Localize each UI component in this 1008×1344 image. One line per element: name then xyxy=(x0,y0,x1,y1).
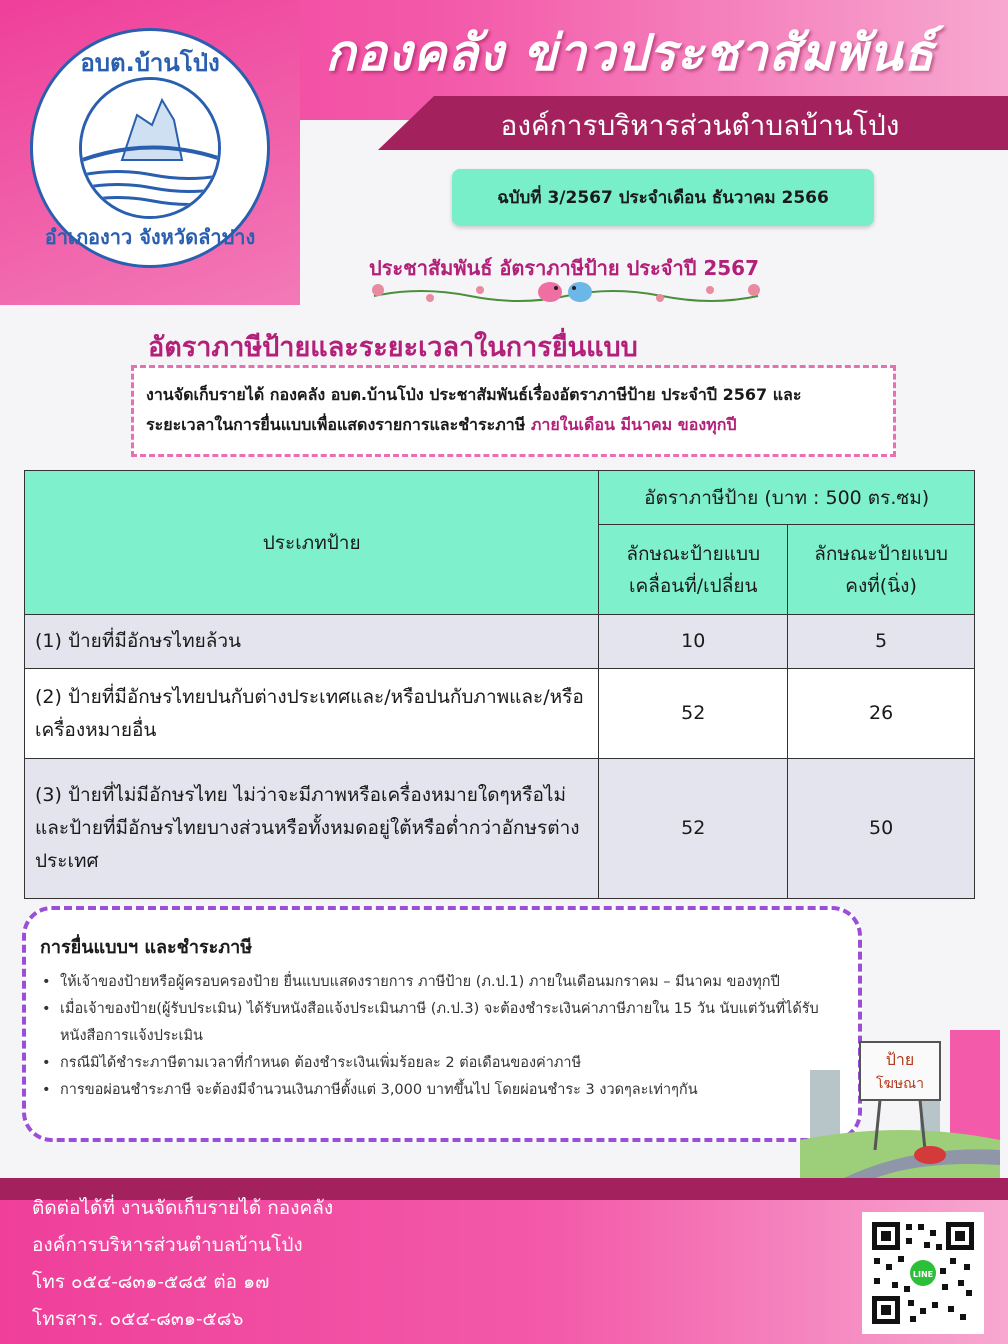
list-item: • การขอผ่อนชำระภาษี จะต้องมีจำนวนเงินภาษีตั้งแต่ 3,000 บาทขึ้นไป โดยผ่อนชำระ 3 งวดๆละเท่าๆกัน xyxy=(40,1077,842,1104)
table-row xyxy=(25,759,975,899)
table-row xyxy=(25,615,975,669)
list-item: • เมื่อเจ้าของป้าย(ผู้รับประเมิน) ได้รับหนังสือแจ้งประเมินภาษี (ภ.ป.3) จะต้องชำระเงินค่าภาษีภายใน 15 วัน นับแต่วันที่ได้รับหนังสือการแจ้งประเมิน xyxy=(40,996,842,1050)
row-type: (1) ป้ายที่มีอักษรไทยล้วน xyxy=(25,615,599,669)
billboard-line-1: ป้าย xyxy=(885,1052,915,1069)
issue-label: ฉบับที่ 3/2567 ประจำเดือน ธันวาคม 2566 xyxy=(452,169,874,226)
logo-emblem xyxy=(79,77,221,219)
list-item: • ให้เจ้าของป้ายหรือผู้ครอบครองป้าย ยื่นแบบแสดงรายการ ภาษีป้าย (ภ.ป.1) ภายในเดือนมกราคม – มีนาคม ของทุกปี xyxy=(40,969,842,996)
billboard-illustration xyxy=(800,1030,1000,1180)
row-fixed-rate: 50 xyxy=(788,759,975,899)
filing-title: การยื่นแบบฯ และชำระภาษี xyxy=(40,937,253,958)
footer-phone-line: โทร ๐๕๔-๘๓๑-๕๘๕ ต่อ ๑๗ xyxy=(32,1271,270,1293)
row-moving-rate: 52 xyxy=(599,669,788,759)
floral-vine-icon xyxy=(370,278,762,314)
page-title: กองคลัง ข่าวประชาสัมพันธ์ xyxy=(325,23,935,82)
mountain-bridge-icon xyxy=(82,80,221,219)
line-qr-code[interactable] xyxy=(862,1212,984,1334)
header-sign-type: ประเภทป้าย xyxy=(25,471,599,615)
row-moving-rate: 10 xyxy=(599,615,788,669)
organization-logo xyxy=(30,28,270,268)
header-fixed-line-1: ลักษณะป้ายแบบ xyxy=(814,542,948,565)
intro-deadline-highlight: ภายในเดือน มีนาคม ของทุกปี xyxy=(530,415,737,434)
bird-pink-icon xyxy=(538,282,562,302)
footer-contact xyxy=(32,1190,333,1338)
footer-fax-line: โทรสาร. ๐๕๔-๘๓๑-๕๘๖ xyxy=(32,1308,244,1330)
filing-info-box xyxy=(22,906,862,1142)
intro-line-2-text: ระยะเวลาในการยื่นแบบเพื่อแสดงรายการและชำระภาษี xyxy=(146,415,531,434)
header-fixed-line-2: คงที่(นิ่ง) xyxy=(845,574,917,597)
header-moving-sign xyxy=(599,525,788,615)
footer-contact-line: ติดต่อได้ที่ งานจัดเก็บรายได้ กองคลัง xyxy=(32,1197,334,1219)
header-moving-line-1: ลักษณะป้ายแบบ xyxy=(626,542,761,565)
qr-code-icon xyxy=(870,1220,976,1326)
sign-tax-rate-table xyxy=(24,470,975,899)
intro-box xyxy=(131,365,896,457)
logo-bottom-text: อำเภองาว จังหวัดลำปาง xyxy=(44,225,256,249)
header-tax-rate: อัตราภาษีป้าย (บาท : 500 ตร.ซม) xyxy=(599,471,975,525)
row-type: (3) ป้ายที่ไม่มีอักษรไทย ไม่ว่าจะมีภาพหรือเครื่องหมายใดๆหรือไม่ และป้ายที่มีอักษรไทยบางส่วนหรือทั้งหมดอยู่ใต้หรือต่ำกว่าอักษรต่างประเทศ xyxy=(25,759,599,899)
car-icon xyxy=(914,1146,946,1164)
intro-line-1: งานจัดเก็บรายได้ กองคลัง อบต.บ้านโป่ง ประชาสัมพันธ์เรื่องอัตราภาษีป้าย ประจำปี 2567 และ xyxy=(146,385,802,404)
qr-badge-label: LINE xyxy=(912,1270,934,1279)
header-moving-line-2: เคลื่อนที่/เปลี่ยน xyxy=(628,574,758,597)
header-fixed-sign xyxy=(788,525,975,615)
org-name: องค์การบริหารส่วนตำบลบ้านโป่ง xyxy=(500,109,900,142)
row-fixed-rate: 26 xyxy=(788,669,975,759)
filing-list xyxy=(40,969,842,1104)
section-title: อัตราภาษีป้ายและระยะเวลาในการยื่นแบบ xyxy=(148,332,638,363)
logo-top-text: อบต.บ้านโป่ง xyxy=(80,49,220,77)
bird-blue-icon xyxy=(568,282,592,302)
row-fixed-rate: 5 xyxy=(788,615,975,669)
announcement-title: ประชาสัมพันธ์ อัตราภาษีป้าย ประจำปี 2567 xyxy=(368,256,760,280)
table-row xyxy=(25,669,975,759)
row-type: (2) ป้ายที่มีอักษรไทยปนกับต่างประเทศและ/หรือปนกับภาพและ/หรือเครื่องหมายอื่น xyxy=(25,669,599,759)
billboard-line-2: โฆษณา xyxy=(876,1077,924,1092)
footer-org-line: องค์การบริหารส่วนตำบลบ้านโป่ง xyxy=(32,1234,303,1256)
intro-line-2 xyxy=(146,410,881,440)
row-moving-rate: 52 xyxy=(599,759,788,899)
list-item: • กรณีมิได้ชำระภาษีตามเวลาที่กำหนด ต้องชำระเงินเพิ่มร้อยละ 2 ต่อเดือนของค่าภาษี xyxy=(40,1050,842,1077)
